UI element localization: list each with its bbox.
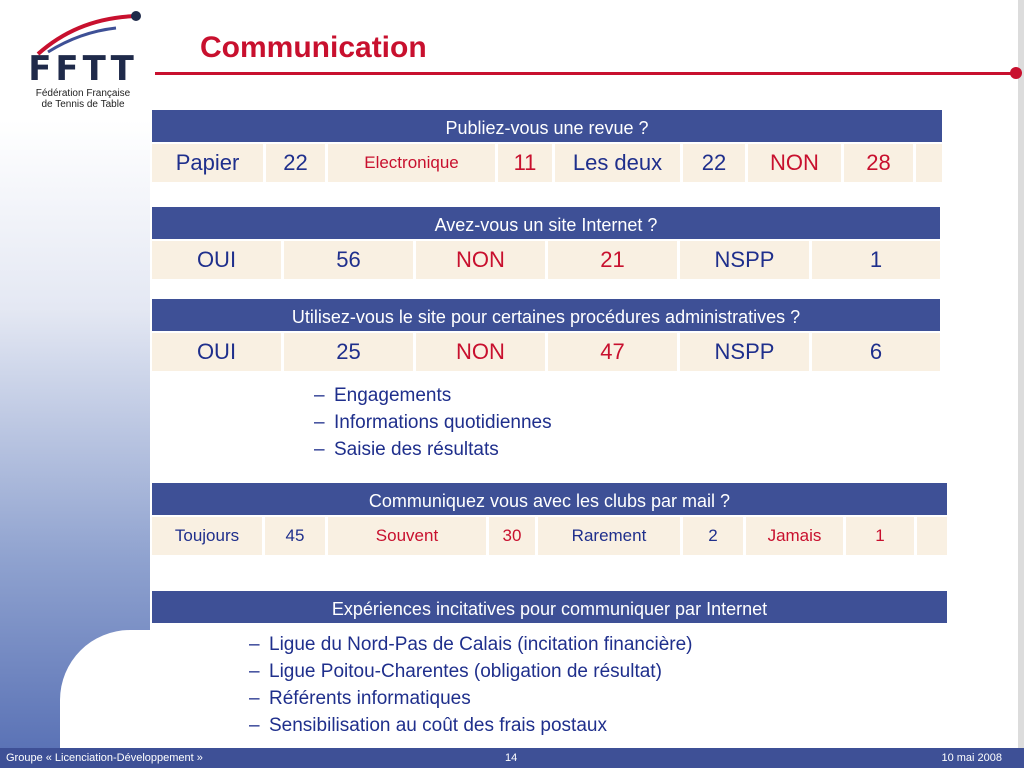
revue-table-row [150,144,944,184]
procedures-cell-non-value: 47 [548,333,680,371]
list-item [314,436,552,463]
site-cell-oui-value: 56 [284,241,416,279]
list-item-text: Engagements [334,385,452,406]
revue-cell-lesdeux-value: 22 [683,144,748,182]
mail-cell-empty [917,517,947,555]
mail-cell-toujours-value: 45 [265,517,328,555]
list-item-text: Informations quotidiennes [334,412,552,433]
revue-cell-papier-label: Papier [152,144,266,182]
procedures-cell-oui-label: OUI [152,333,284,371]
mail-table-header: Communiquez vous avec les clubs par mail ? [150,481,949,517]
site-cell-non-value: 21 [548,241,680,279]
footer-bar [0,748,1024,768]
mail-cell-souvent-label: Souvent [328,517,489,555]
list-item-text: Ligue du Nord-Pas de Calais (incitation financière) [269,634,693,655]
revue-cell-non-label: NON [748,144,844,182]
procedures-table-row [150,333,942,373]
mail-cell-jamais-value: 1 [846,517,917,555]
mail-cell-rarement-value: 2 [683,517,746,555]
mail-cell-rarement-label: Rarement [538,517,683,555]
logo-subtitle [18,88,148,110]
footer-group-name: Groupe « Licenciation-Développement » [6,752,203,764]
revue-table [150,108,944,184]
list-item-text: Sensibilisation au coût des frais postaux [269,715,607,736]
site-cell-oui-label: OUI [152,241,284,279]
site-cell-non-label: NON [416,241,548,279]
right-frame-border [1018,0,1024,748]
procedures-cell-nspp-label: NSPP [680,333,812,371]
procedures-cell-nspp-value: 6 [812,333,940,371]
list-item [249,712,693,739]
procedures-table [150,297,942,373]
procedures-cell-oui-value: 25 [284,333,416,371]
list-item-text: Saisie des résultats [334,439,499,460]
title-underline [155,72,1018,75]
site-table-row [150,241,942,281]
mail-cell-jamais-label: Jamais [746,517,846,555]
list-item [314,409,552,436]
procedures-cell-non-label: NON [416,333,548,371]
footer-date: 10 mai 2008 [941,752,1002,764]
revue-cell-empty [916,144,942,182]
logo-subtitle-line2: de Tennis de Table [41,99,125,110]
revue-cell-non-value: 28 [844,144,916,182]
experiences-table [150,589,949,625]
site-table-header: Avez-vous un site Internet ? [150,205,942,241]
revue-cell-electronique-value: 11 [498,144,555,182]
site-table [150,205,942,281]
fftt-logo [18,8,148,108]
revue-cell-lesdeux-label: Les deux [555,144,683,182]
list-item-text: Référents informatiques [269,688,471,709]
underline-end-dot [1010,67,1022,79]
list-dash: – [249,634,260,655]
list-item [249,658,693,685]
site-cell-nspp-value: 1 [812,241,940,279]
procedures-list [314,382,552,463]
list-dash: – [249,688,260,709]
footer-page-number: 14 [505,752,518,764]
list-item [249,631,693,658]
list-dash: – [314,385,325,406]
procedures-table-header: Utilisez-vous le site pour certaines procédures administratives ? [150,297,942,333]
list-dash: – [249,661,260,682]
revue-cell-electronique-label: Electronique [328,144,498,182]
revue-table-header: Publiez-vous une revue ? [150,108,944,144]
mail-table [150,481,949,557]
list-dash: – [314,439,325,460]
list-item [249,685,693,712]
mail-cell-toujours-label: Toujours [152,517,265,555]
page-title: Communication [200,31,427,64]
experiences-table-header: Expériences incitatives pour communiquer par Internet [150,589,949,625]
list-dash: – [314,412,325,433]
list-item-text: Ligue Poitou-Charentes (obligation de résultat) [269,661,662,682]
logo-letters: FFTT [28,49,138,89]
list-item [314,382,552,409]
logo-subtitle-line1: Fédération Française [35,88,131,99]
site-cell-nspp-label: NSPP [680,241,812,279]
revue-cell-papier-value: 22 [266,144,328,182]
list-dash: – [249,715,260,736]
experiences-list [249,631,693,739]
mail-cell-souvent-value: 30 [489,517,538,555]
mail-table-row [150,517,949,557]
